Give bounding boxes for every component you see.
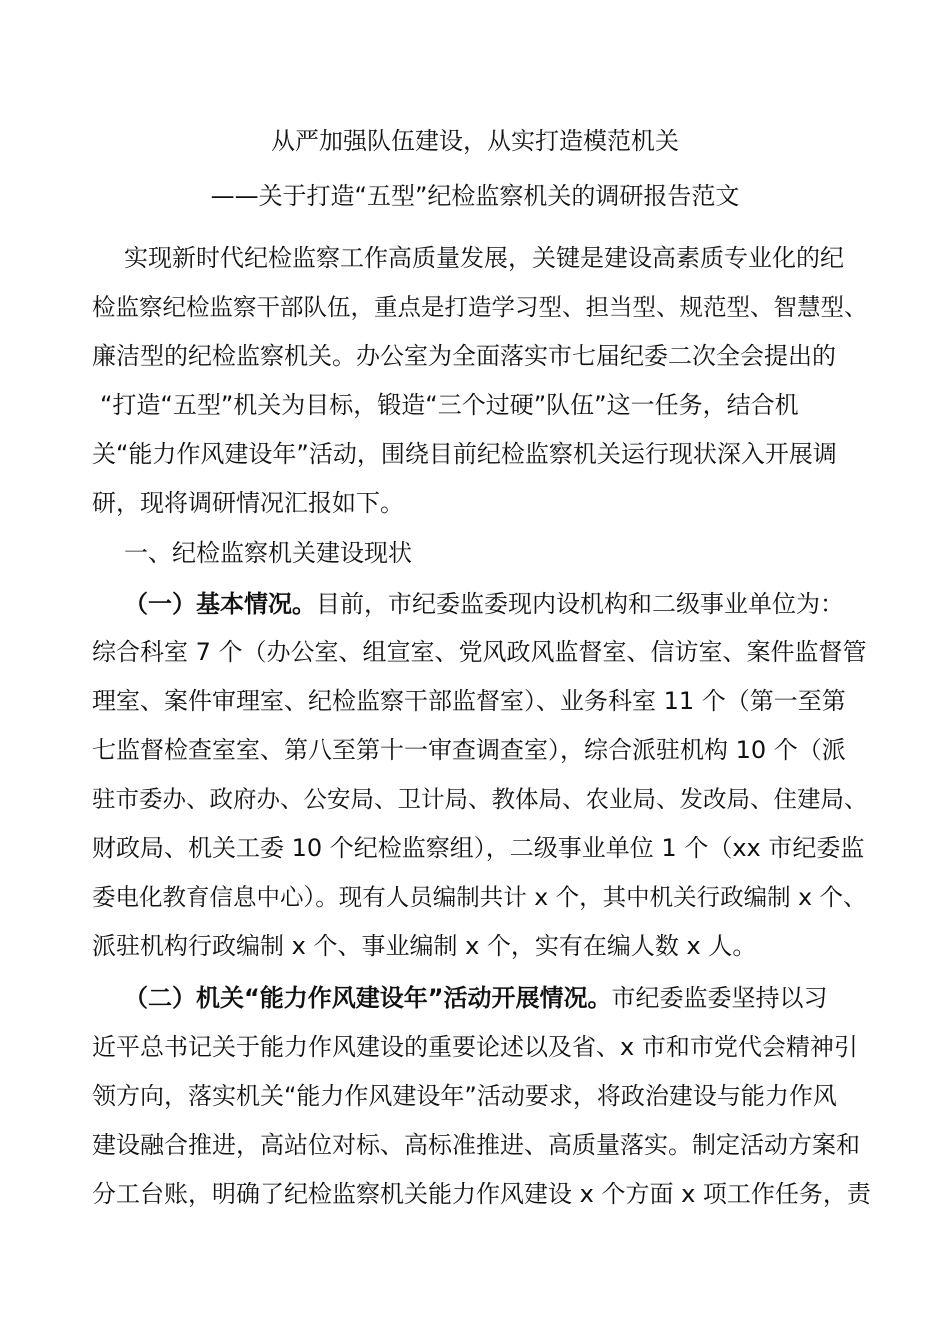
- paragraph-line: 委电化教育信息中心）。现有人员编制共计 x 个，其中机关行政编制 x 个、: [92, 883, 867, 911]
- subsection-heading: （一）基本情况。: [124, 590, 316, 618]
- paragraph-text: 市纪委监委坚持以习: [611, 984, 828, 1012]
- paragraph-line: 综合科室 7 个（办公室、组宣室、党风政风监督室、信访室、案件监督管: [92, 638, 867, 666]
- paragraph-line: 领方向，落实机关“能力作风建设年”活动要求，将政治建设与能力作风: [92, 1082, 837, 1110]
- paragraph-text: 目前，市纪委监委现内设机构和二级事业单位为：: [316, 590, 844, 618]
- paragraph-line: 近平总书记关于能力作风建设的重要论述以及省、x 市和市党代会精神引: [92, 1033, 858, 1061]
- paragraph-line: 实现新时代纪检监察工作高质量发展，关键是建设高素质专业化的纪: [124, 244, 844, 272]
- paragraph-line: 派驻机构行政编制 x 个、事业编制 x 个，实有在编人数 x 人。: [92, 932, 757, 960]
- paragraph-line: 理室、案件审理室、纪检监察干部监督室）、业务科室 11 个（第一至第: [92, 687, 846, 715]
- paragraph-line: 财政局、机关工委 10 个纪检监察组），二级事业单位 1 个（xx 市纪委监: [92, 834, 865, 862]
- paragraph-line: “打造“五型”机关为目标，锻造“三个过硬”队伍”这一任务，结合机: [100, 391, 799, 419]
- paragraph-line: 检监察纪检监察干部队伍，重点是打造学习型、担当型、规范型、智慧型、: [92, 293, 868, 321]
- paragraph-line: [124, 589, 844, 619]
- paragraph-line: 分工台账，明确了纪检监察机关能力作风建设 x 个方面 x 项工作任务，责: [92, 1180, 871, 1208]
- paragraph-line: 建设融合推进，高站位对标、高标准推进、高质量落实。制定活动方案和: [92, 1131, 860, 1159]
- document-title: 从严加强队伍建设，从实打造模范机关: [271, 127, 679, 155]
- paragraph-line: 七监督检查室室、第八至第十一审查调查室），综合派驻机构 10 个（派: [92, 736, 846, 764]
- paragraph-line: 研，现将调研情况汇报如下。: [92, 489, 404, 517]
- section-heading: 一、纪检监察机关建设现状: [124, 539, 412, 567]
- subsection-heading: （二）机关“能力作风建设年”活动开展情况。: [124, 984, 612, 1012]
- paragraph-line: 廉洁型的纪检监察机关。办公室为全面落实市七届纪委二次全会提出的: [92, 342, 836, 370]
- document-subtitle: ——关于打造“五型”纪检监察机关的调研报告范文: [210, 182, 740, 210]
- paragraph-line: 驻市委办、政府办、公安局、卫计局、教体局、农业局、发改局、住建局、: [92, 785, 868, 813]
- paragraph-line: 关“能力作风建设年”活动，围绕目前纪检监察机关运行现状深入开展调: [92, 440, 837, 468]
- paragraph-line: [124, 983, 828, 1013]
